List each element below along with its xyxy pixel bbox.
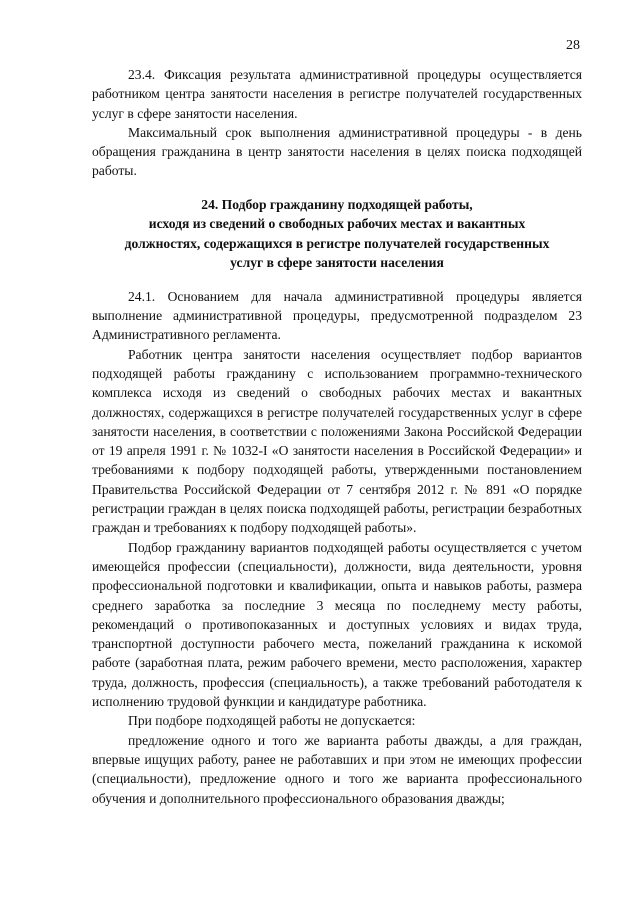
heading-line: услуг в сфере занятости населения	[230, 255, 444, 271]
page-number: 28	[566, 38, 580, 53]
spacer	[92, 273, 582, 287]
spacer	[92, 181, 582, 195]
heading-line: должностях, содержащихся в регистре получателей государственных	[124, 235, 550, 251]
heading-line: исходя из сведений о свободных рабочих местах и вакантных	[148, 216, 526, 232]
paragraph-max-duration: Максимальный срок выполнения административной процедуры - в день обращения гражданина в центр занятости населения в целях поиска подходящей работы.	[92, 124, 582, 179]
paragraph-not-allowed: При подборе подходящей работы не допускается:	[128, 713, 416, 729]
paragraph-24-1: 24.1. Основанием для начала административной процедуры является выполнение административной процедуры, предусмотренной подразделом 23 Административного регламента.	[92, 288, 582, 343]
paragraph-23-4: 23.4. Фиксация результата административной процедуры осуществляется работником центра занятости населения в регистре получателей государственных услуг в сфере занятости населения.	[92, 67, 582, 121]
section-24-heading	[92, 195, 582, 273]
paragraph-selection-basis: Работник центра занятости населения осуществляет подбор вариантов подходящей работы гражданину с использованием программно-технического комплекса исходя из сведений о свободных рабочих местах и вакантных должностях, содержащихся в регистре получателей государственных услуг в сфере занятости населения, в соответствии с положениями Закона Российской Федерации от 19 апреля 1991 г. № 1032-I «О занятости населения в Российской Федерации» и требованиями к подбору подходящей работы, утвержденными постановлением Правительства Российской Федерации от 7 сентября 2012 г. № 891 «О порядке регистрации граждан в целях поиска подходящей работы, регистрации безработных граждан и требованиях к подбору подходящей работы».	[92, 346, 582, 536]
paragraph-selection-criteria: Подбор гражданину вариантов подходящей работы осуществляется с учетом имеющейся профессии (специальности), должности, вида деятельности, уровня профессиональной подготовки и квалификации, опыта и навыков работы, размера среднего заработка за последние 3 месяца по последнему месту работы, рекомендаций о противопоказанных и доступных условиях и видах труда, транспортной доступности рабочего места, пожеланий гражданина к искомой работе (заработная плата, режим рабочего времени, место расположения, характер труда, должность, профессия (специальность), а также требований работодателя к исполнению трудовой функции и кандидатуре работника.	[92, 539, 582, 710]
page-content	[92, 65, 582, 808]
paragraph-duplicate-offer: предложение одного и того же варианта работы дважды, а для граждан, впервые ищущих работу, ранее не работавших и при этом не имеющих профессии (специальности), предложение одного и того же варианта профессионального обучения и дополнительного профессионального образования дважды;	[92, 732, 582, 806]
heading-line: 24. Подбор гражданину подходящей работы,	[201, 196, 473, 212]
